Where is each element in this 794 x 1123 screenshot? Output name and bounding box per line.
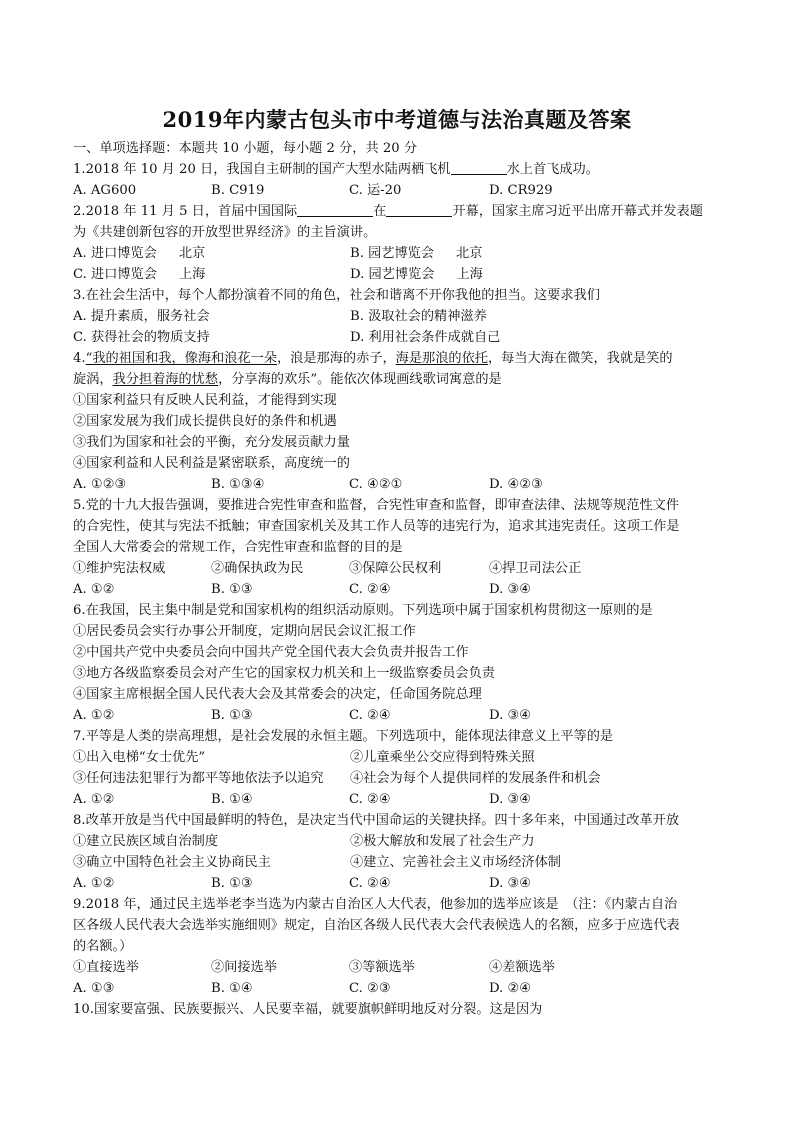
question-7-item-4: ④社会为每个人提供同样的发展条件和机会: [350, 771, 601, 786]
question-6-stem: 6.在我国，民主集中制是党和国家机构的组织活动原则。下列选项中属于国家机构贯彻这一原则的是: [73, 603, 653, 618]
option-b: B. 汲取社会的精神滋养: [350, 309, 487, 324]
question-1-text-a: 1.2018 年 10 月 20 日，我国自主研制的国产大型水陆两栖飞机: [73, 162, 451, 177]
question-10-stem: 10.国家要富强、民族要振兴、人民要幸福，就要旗帜鲜明地反对分裂。这是因为: [73, 1002, 543, 1017]
option-a: A. ①③: [73, 981, 115, 996]
question-2-stem: [73, 201, 725, 222]
option-d: D. ③④: [489, 876, 532, 891]
option-d: D. ③④: [489, 708, 532, 723]
question-4-item-4: ④国家利益和人民利益是紧密联系，高度统一的: [73, 456, 350, 471]
option-c: C. ②④: [349, 876, 391, 891]
question-7-items-row2: [73, 768, 725, 789]
question-7-items-row1: [73, 747, 725, 768]
question-4-item-2: ②国家发展为我们成长提供良好的条件和机遇: [73, 414, 337, 429]
question-6-item-4: ④国家主席根据全国人民代表大会及其常委会的决定，任命国务院总理: [73, 687, 482, 702]
question-2-text-b: 在: [373, 204, 387, 219]
option-d: D. ③④: [489, 582, 532, 597]
question-5-stem: 5.党的十九大报告强调，要推进合宪性审查和监督，合宪性审查和监督，即审查法律、法规等规范性文件: [73, 498, 680, 513]
option-a: A. 提升素质，服务社会: [73, 309, 210, 324]
option-d: D. CR929: [489, 183, 553, 198]
question-1-stem: [73, 159, 725, 180]
question-9-stem-cont: 区各级人民代表大会选举实施细则》规定，自治区各级人民代表大会代表候选人的名额，应多于应选代表: [73, 918, 680, 933]
question-8-options: [73, 873, 725, 894]
question-9-stem-cont: 的名额。）: [73, 939, 133, 954]
question-6-item-1: ①居民委员会实行办事公开制度，定期向居民会议汇报工作: [73, 624, 416, 639]
option-b: B. ①④: [211, 981, 253, 996]
option-d: D. 利用社会条件成就自己: [350, 330, 501, 345]
question-7-options: [73, 789, 725, 810]
question-8-item-1: ①建立民族区域自治制度: [73, 834, 219, 849]
question-8-item-2: ②极大解放和发展了社会生产力: [350, 834, 535, 849]
question-3-options-row2: [73, 327, 725, 348]
answer-blank: [451, 160, 507, 175]
option-b: B. ①③: [211, 876, 253, 891]
question-5-stem-cont: 全国人大常委会的常规工作，合宪性审查和监督的目的是: [73, 540, 403, 555]
option-c: C. ②④: [349, 792, 391, 807]
question-9-options: [73, 978, 725, 999]
question-7-item-1: ①出入电梯“女士优先”: [73, 750, 206, 765]
question-5-item-4: ④捍卫司法公正: [489, 561, 582, 576]
question-8-items-row1: [73, 831, 725, 852]
underlined-lyric-2: 海是那浪的依托: [395, 351, 488, 366]
option-d: D. ②④: [489, 981, 532, 996]
document-title: 2019年内蒙古包头市中考道德与法治真题及答案: [162, 107, 632, 132]
question-5-item-1: ①维护宪法权威: [73, 561, 166, 576]
question-5-options: [73, 579, 725, 600]
question-2-stem-cont: 为《共建创新包容的开放型世界经济》的主旨演讲。: [73, 225, 377, 240]
question-9-item-3: ③等额选举: [349, 960, 415, 975]
question-7-item-2: ②儿童乘坐公交应得到特殊关照: [350, 750, 535, 765]
option-c: C. ②③: [349, 981, 391, 996]
question-9-item-2: ②间接选举: [211, 960, 277, 975]
option-c: C. ②④: [349, 708, 391, 723]
question-1-text-b: 水上首飞成功。: [506, 162, 599, 177]
option-b: B. ①③: [211, 708, 253, 723]
question-6-options: [73, 705, 725, 726]
question-9-stem: 9.2018 年，通过民主选举老李当选为内蒙古自治区人大代表，他参加的选举应该是 （注：《内蒙古自治: [73, 897, 678, 912]
question-3-options-row1: [73, 306, 725, 327]
question-9-item-1: ①直接选举: [73, 960, 139, 975]
underlined-lyric-3: 我分担着海的忧愁: [112, 372, 219, 387]
question-5-item-3: ③保障公民权利: [349, 561, 442, 576]
option-d: D. ④②③: [489, 477, 543, 492]
option-a: A. ①②: [73, 708, 115, 723]
option-a: A. AG600: [73, 183, 137, 198]
question-9-items: [73, 957, 725, 978]
option-c: C. 运-20: [349, 183, 402, 198]
question-1-options: [73, 180, 725, 201]
option-d: D. 园艺博览会 上海: [350, 267, 483, 282]
option-b: B. 园艺博览会 北京: [350, 246, 483, 261]
question-6-item-2: ②中国共产党中央委员会向中国共产党全国代表大会负责并报告工作: [73, 645, 469, 660]
question-5-item-2: ②确保执政为民: [211, 561, 304, 576]
question-7-stem: 7.平等是人类的崇高理想，是社会发展的永恒主题。下列选项中，能体现法律意义上平等的是: [73, 729, 614, 744]
question-4-options: [73, 474, 725, 495]
option-c: C. 获得社会的物质支持: [73, 330, 210, 345]
option-a: A. ①②: [73, 582, 115, 597]
question-9-item-4: ④差额选举: [489, 960, 555, 975]
answer-blank: [297, 202, 373, 217]
question-2-options-row2: [73, 264, 725, 285]
option-a: A. ①②③: [73, 477, 127, 492]
question-5-items: [73, 558, 725, 579]
question-4-stem-cont: 旋涡，我分担着海的忧愁，分享海的欢乐”。能依次体现画线歌词寓意的是: [73, 372, 502, 387]
underlined-lyric-1: “我的祖国和我，像海和浪花一朵: [85, 351, 277, 366]
question-4-stem: 4.“我的祖国和我，像海和浪花一朵，浪是那海的赤子，海是那浪的依托，每当大海在微笑，我就是笑的: [73, 351, 673, 366]
question-6-item-3: ③地方各级监察委员会对产生它的国家权力机关和上一级监察委员会负责: [73, 666, 495, 681]
option-a: A. ①②: [73, 792, 115, 807]
option-c: C. ④②①: [349, 477, 403, 492]
question-8-stem: 8.改革开放是当代中国最鲜明的特色，是决定当代中国命运的关键抉择。四十多年来，中国通过改革开放: [73, 813, 680, 828]
option-b: B. ①③: [211, 582, 253, 597]
section-heading: 一、单项选择题：本题共 10 小题，每小题 2 分，共 20 分: [73, 141, 418, 156]
question-8-item-4: ④建立、完善社会主义市场经济体制: [350, 855, 561, 870]
question-8-item-3: ③确立中国特色社会主义协商民主: [73, 855, 271, 870]
option-d: D. ③④: [489, 792, 532, 807]
answer-blank: [386, 202, 452, 217]
option-b: B. C919: [211, 183, 265, 198]
question-2-text-a: 2.2018 年 11 月 5 日，首届中国国际: [73, 204, 298, 219]
question-3-stem: 3.在社会生活中，每个人都扮演着不同的角色，社会和谐离不开你我他的担当。这要求我们: [73, 288, 600, 303]
question-7-item-3: ③任何违法犯罪行为都平等地依法予以追究: [73, 771, 324, 786]
question-8-items-row2: [73, 852, 725, 873]
question-4-item-3: ③我们为国家和社会的平衡，充分发展贡献力量: [73, 435, 350, 450]
option-b: B. ①④: [211, 792, 253, 807]
question-4-item-1: ①国家利益只有反映人民利益，才能得到实现: [73, 393, 337, 408]
option-c: C. ②④: [349, 582, 391, 597]
question-5-stem-cont: 的合宪性，使其与宪法不抵触；审查国家机关及其工作人员等的违宪行为，追求其违宪责任。这项工作是: [73, 519, 680, 534]
option-a: A. 进口博览会 北京: [73, 246, 206, 261]
option-c: C. 进口博览会 上海: [73, 267, 206, 282]
question-2-options-row1: [73, 243, 725, 264]
option-a: A. ①②: [73, 876, 115, 891]
option-b: B. ①③④: [211, 477, 265, 492]
exam-content: [73, 138, 725, 1020]
question-2-text-c: 开幕，国家主席习近平出席开幕式并发表题: [452, 204, 703, 219]
